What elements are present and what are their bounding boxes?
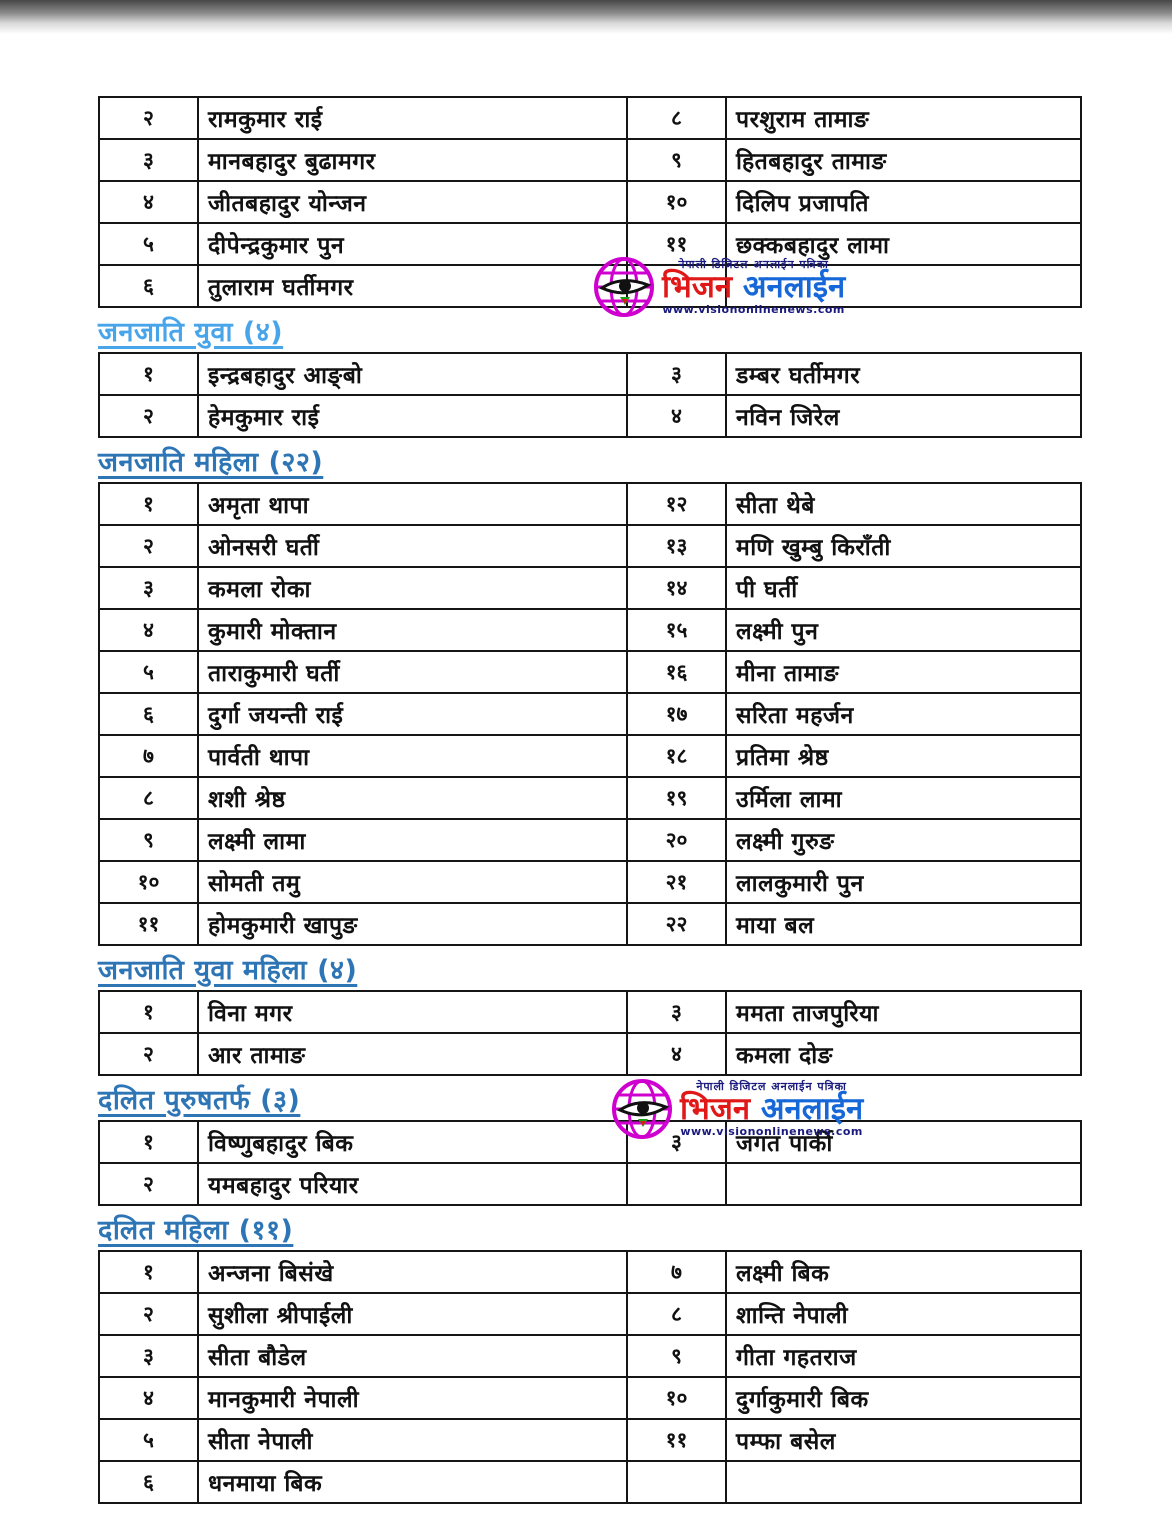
cell-serial-number: ६: [99, 265, 198, 307]
cell-serial-number: ७: [627, 1251, 726, 1293]
table-row: [99, 1033, 1081, 1075]
top-shadow-bar: [0, 0, 1172, 34]
section-heading: जनजाति महिला (२२): [98, 446, 324, 478]
cell-person-name: उर्मिला लामा: [726, 777, 1081, 819]
cell-serial-number: १५: [627, 609, 726, 651]
cell-serial-number: ५: [99, 651, 198, 693]
cell-person-name: सरिता महर्जन: [726, 693, 1081, 735]
cell-person-name: आर तामाङ: [198, 1033, 627, 1075]
section-heading: दलित पुरुषतर्फ (३): [98, 1084, 301, 1116]
table-row: [99, 903, 1081, 945]
cell-person-name: रामकुमार राई: [198, 97, 627, 139]
table-row: [99, 1461, 1081, 1503]
cell-serial-number: १०: [99, 861, 198, 903]
table-row: [99, 693, 1081, 735]
table-row: [99, 651, 1081, 693]
cell-serial-number: ९: [627, 1335, 726, 1377]
cell-person-name: मणि खुम्बु किराँती: [726, 525, 1081, 567]
cell-serial-number: १: [99, 1251, 198, 1293]
cell-person-name: ममता ताजपुरिया: [726, 991, 1081, 1033]
cell-serial-number: ३: [627, 353, 726, 395]
cell-serial-number: २: [99, 1293, 198, 1335]
cell-serial-number: ३: [99, 139, 198, 181]
cell-person-name: पी घर्ती: [726, 567, 1081, 609]
table-row: [99, 525, 1081, 567]
cell-serial-number: १: [99, 353, 198, 395]
cell-serial-number: ५: [99, 1419, 198, 1461]
cell-serial-number: २०: [627, 819, 726, 861]
table-row: [99, 1377, 1081, 1419]
cell-serial-number: ४: [627, 1033, 726, 1075]
table-row: [99, 1419, 1081, 1461]
cell-serial-number: १: [99, 1121, 198, 1163]
section-heading: जनजाति युवा महिला (४): [98, 954, 358, 986]
cell-person-name: दुर्गा जयन्ती राई: [198, 693, 627, 735]
cell-person-name: विना मगर: [198, 991, 627, 1033]
cell-person-name: दिलिप प्रजापति: [726, 181, 1081, 223]
cell-person-name: अमृता थापा: [198, 483, 627, 525]
table-row: [99, 609, 1081, 651]
table-row: [99, 353, 1081, 395]
cell-person-name: जीतबहादुर योन्जन: [198, 181, 627, 223]
cell-serial-number: २: [99, 395, 198, 437]
table-row: [99, 1121, 1081, 1163]
cell-person-name: दुर्गाकुमारी बिक: [726, 1377, 1081, 1419]
cell-person-name: गीता गहतराज: [726, 1335, 1081, 1377]
cell-serial-number: १०: [627, 181, 726, 223]
cell-person-name: लक्ष्मी पुन: [726, 609, 1081, 651]
table-row: [99, 181, 1081, 223]
cell-serial-number: २: [99, 525, 198, 567]
cell-person-name: [726, 1461, 1081, 1503]
cell-serial-number: ३: [99, 567, 198, 609]
cell-serial-number: ४: [627, 395, 726, 437]
cell-person-name: पार्वती थापा: [198, 735, 627, 777]
cell-serial-number: ११: [627, 223, 726, 265]
logo-tagline: नेपाली डिजिटल अनलाईन पत्रिका: [678, 258, 829, 271]
logo-title: [680, 1091, 864, 1127]
globe-eye-icon: [592, 255, 656, 319]
cell-serial-number: १२: [627, 483, 726, 525]
cell-serial-number: १०: [627, 1377, 726, 1419]
cell-serial-number: ४: [99, 1377, 198, 1419]
vision-online-logo: [610, 1072, 930, 1146]
cell-person-name: डम्बर घर्तीमगर: [726, 353, 1081, 395]
cell-serial-number: ७: [99, 735, 198, 777]
cell-serial-number: २: [99, 1163, 198, 1205]
cell-person-name: नविन जिरेल: [726, 395, 1081, 437]
table-row: [99, 139, 1081, 181]
table-row: [99, 223, 1081, 265]
cell-person-name: लक्ष्मी बिक: [726, 1251, 1081, 1293]
cell-person-name: दीपेन्द्रकुमार पुन: [198, 223, 627, 265]
cell-serial-number: १६: [627, 651, 726, 693]
logo-title-vision: भिजन: [662, 269, 733, 305]
cell-person-name: ताराकुमारी घर्ती: [198, 651, 627, 693]
logo-title-online: अनलाईन: [742, 269, 846, 305]
cell-serial-number: ८: [627, 97, 726, 139]
table-row: [99, 1251, 1081, 1293]
table-row: [99, 991, 1081, 1033]
section-heading: जनजाति युवा (४): [98, 316, 284, 348]
table-row: [99, 395, 1081, 437]
cell-person-name: धनमाया बिक: [198, 1461, 627, 1503]
logo-text: [662, 259, 845, 315]
table-row: [99, 777, 1081, 819]
roster-table: [98, 96, 1082, 308]
cell-person-name: कमला दोङ: [726, 1033, 1081, 1075]
table-row: [99, 265, 1081, 307]
cell-serial-number: ११: [99, 903, 198, 945]
cell-person-name: यमबहादुर परियार: [198, 1163, 627, 1205]
cell-serial-number: ६: [99, 693, 198, 735]
cell-serial-number: ६: [99, 1461, 198, 1503]
cell-person-name: सीता बौडेल: [198, 1335, 627, 1377]
cell-serial-number: १८: [627, 735, 726, 777]
cell-serial-number: १: [99, 483, 198, 525]
cell-person-name: सुशीला श्रीपाईली: [198, 1293, 627, 1335]
cell-serial-number: ९: [99, 819, 198, 861]
cell-serial-number: १७: [627, 693, 726, 735]
cell-serial-number: १४: [627, 567, 726, 609]
roster-table: [98, 1250, 1082, 1504]
cell-person-name: कुमारी मोक्तान: [198, 609, 627, 651]
cell-serial-number: ५: [99, 223, 198, 265]
section-heading: दलित महिला (११): [98, 1214, 294, 1246]
cell-serial-number: २२: [627, 903, 726, 945]
table-row: [99, 567, 1081, 609]
cell-person-name: शान्ति नेपाली: [726, 1293, 1081, 1335]
cell-serial-number: [627, 1163, 726, 1205]
cell-serial-number: १३: [627, 525, 726, 567]
cell-person-name: तुलाराम घर्तीमगर: [198, 265, 627, 307]
cell-serial-number: ३: [627, 991, 726, 1033]
cell-person-name: छक्कबहादुर लामा: [726, 223, 1081, 265]
logo-website: www.visiononlinenews.com: [680, 1125, 863, 1138]
cell-serial-number: [627, 1461, 726, 1503]
cell-person-name: ओनसरी घर्ती: [198, 525, 627, 567]
cell-person-name: इन्द्रबहादुर आङ्बो: [198, 353, 627, 395]
cell-person-name: लक्ष्मी लामा: [198, 819, 627, 861]
cell-person-name: माया बल: [726, 903, 1081, 945]
table-row: [99, 819, 1081, 861]
cell-serial-number: ११: [627, 1419, 726, 1461]
cell-person-name: मानकुमारी नेपाली: [198, 1377, 627, 1419]
cell-serial-number: ४: [99, 181, 198, 223]
logo-tagline: नेपाली डिजिटल अनलाईन पत्रिका: [696, 1080, 847, 1093]
cell-person-name: हितबहादुर तामाङ: [726, 139, 1081, 181]
cell-person-name: कमला रोका: [198, 567, 627, 609]
cell-serial-number: ३: [627, 1121, 726, 1163]
cell-serial-number: २: [99, 1033, 198, 1075]
cell-person-name: विष्णुबहादुर बिक: [198, 1121, 627, 1163]
cell-person-name: मीना तामाङ: [726, 651, 1081, 693]
vision-online-logo: [592, 250, 912, 324]
roster-table: [98, 990, 1082, 1076]
cell-person-name: होमकुमारी खापुङ: [198, 903, 627, 945]
logo-title-vision: भिजन: [680, 1091, 751, 1127]
cell-person-name: अन्जना बिसंखे: [198, 1251, 627, 1293]
roster-table: [98, 482, 1082, 946]
cell-person-name: लक्ष्मी गुरुङ: [726, 819, 1081, 861]
cell-person-name: प्रतिमा श्रेष्ठ: [726, 735, 1081, 777]
cell-serial-number: २: [99, 97, 198, 139]
cell-serial-number: ८: [627, 1293, 726, 1335]
cell-serial-number: ९: [627, 139, 726, 181]
table-row: [99, 483, 1081, 525]
cell-serial-number: ८: [99, 777, 198, 819]
table-row: [99, 1335, 1081, 1377]
cell-serial-number: १: [99, 991, 198, 1033]
globe-eye-icon: [610, 1077, 674, 1141]
cell-serial-number: ४: [99, 609, 198, 651]
cell-serial-number: २१: [627, 861, 726, 903]
cell-serial-number: १९: [627, 777, 726, 819]
cell-person-name: [726, 1163, 1081, 1205]
table-row: [99, 1163, 1081, 1205]
logo-title-online: अनलाईन: [760, 1091, 864, 1127]
cell-person-name: सोमती तमु: [198, 861, 627, 903]
table-row: [99, 735, 1081, 777]
cell-person-name: हेमकुमार राई: [198, 395, 627, 437]
table-row: [99, 1293, 1081, 1335]
table-row: [99, 861, 1081, 903]
logo-text: [680, 1081, 863, 1137]
cell-serial-number: ३: [99, 1335, 198, 1377]
cell-person-name: जगत पार्की: [726, 1121, 1081, 1163]
roster-table: [98, 352, 1082, 438]
roster-table: [98, 1120, 1082, 1206]
cell-person-name: सीता नेपाली: [198, 1419, 627, 1461]
table-row: [99, 97, 1081, 139]
cell-person-name: मानबहादुर बुढामगर: [198, 139, 627, 181]
logo-title: [662, 269, 846, 305]
cell-person-name: लालकुमारी पुन: [726, 861, 1081, 903]
cell-person-name: सीता थेबे: [726, 483, 1081, 525]
logo-website: www.visiononlinenews.com: [662, 303, 845, 316]
cell-person-name: शशी श्रेष्ठ: [198, 777, 627, 819]
cell-person-name: पम्फा बसेल: [726, 1419, 1081, 1461]
cell-person-name: परशुराम तामाङ: [726, 97, 1081, 139]
